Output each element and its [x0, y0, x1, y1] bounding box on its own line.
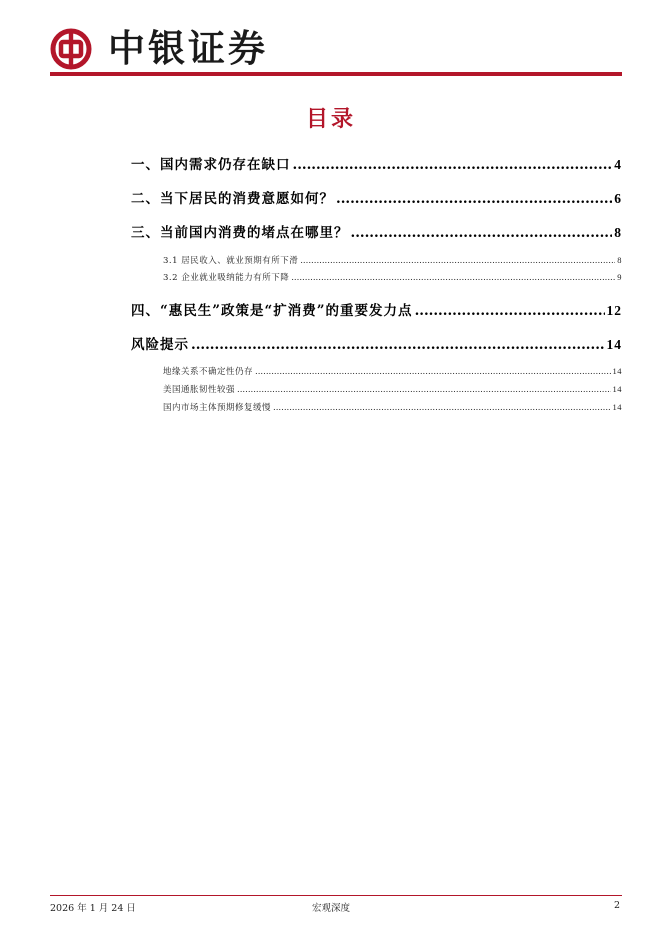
toc-leader-dots [351, 225, 613, 241]
brand-name: 中银证券 [108, 26, 268, 70]
toc-leader-dots [291, 273, 615, 283]
footer-divider [50, 895, 622, 896]
toc-entry-page: 14 [612, 366, 622, 376]
toc-entry-label: 一、国内需求仍存在缺口 [131, 157, 291, 173]
toc-entry-page: 8 [614, 225, 622, 240]
toc-entry[interactable] [131, 299, 622, 319]
toc-subentry[interactable] [163, 365, 622, 377]
toc-leader-dots [415, 303, 605, 319]
toc-entry[interactable] [131, 153, 622, 173]
toc-entry-page: 12 [606, 303, 622, 318]
toc-leader-dots [237, 385, 610, 395]
toc-leader-dots [273, 403, 610, 413]
toc-entry-page: 4 [614, 157, 622, 172]
toc-entry[interactable] [131, 333, 622, 353]
footer-category: 宏观深度 [311, 903, 350, 914]
bank-of-china-logo-icon [50, 28, 92, 70]
header [50, 24, 622, 76]
toc-entry-page: 6 [614, 191, 622, 206]
toc-entry-label: 国内市场主体预期修复缓慢 [163, 403, 272, 413]
toc-entry-label: 二、当下居民的消费意愿如何？ [131, 191, 334, 207]
toc-subentry[interactable] [163, 271, 622, 283]
toc-leader-dots [255, 367, 610, 377]
toc-entry-label: 3.2 企业就业吸纳能力有所下降 [163, 273, 290, 283]
toc-subentry[interactable] [163, 401, 622, 413]
toc-subentry[interactable] [163, 254, 622, 266]
toc-entry-page: 14 [606, 337, 622, 352]
toc-leader-dots [300, 256, 615, 266]
toc-leader-dots [293, 157, 613, 173]
toc-entry-label: 3.1 居民收入、就业预期有所下滑 [163, 256, 299, 266]
toc-entry-page: 8 [617, 255, 622, 265]
header-divider [50, 72, 622, 76]
toc-entry-page: 14 [612, 384, 622, 394]
toc-entry-label: 三、当前国内消费的堵点在哪里？ [131, 225, 349, 241]
footer-date: 2026 年 1 月 24 日 [50, 903, 136, 914]
page-title: 目录 [305, 107, 356, 132]
toc-entry-label: 美国通胀韧性较强 [163, 385, 236, 395]
toc-subentry[interactable] [163, 383, 622, 395]
toc-entry-page: 14 [612, 402, 622, 412]
footer-page-number: 2 [613, 900, 620, 911]
toc-entry-label: 地缘关系不确定性仍存 [163, 367, 254, 377]
toc-entry-label: 风险提示 [131, 337, 189, 353]
toc-entry-label: 四、“惠民生”政策是“扩消费”的重要发力点 [131, 303, 413, 319]
toc-leader-dots [336, 191, 612, 207]
toc-entry[interactable] [131, 187, 622, 207]
toc-entry[interactable] [131, 221, 622, 241]
toc-leader-dots [191, 337, 605, 353]
toc-entry-page: 9 [617, 272, 622, 282]
